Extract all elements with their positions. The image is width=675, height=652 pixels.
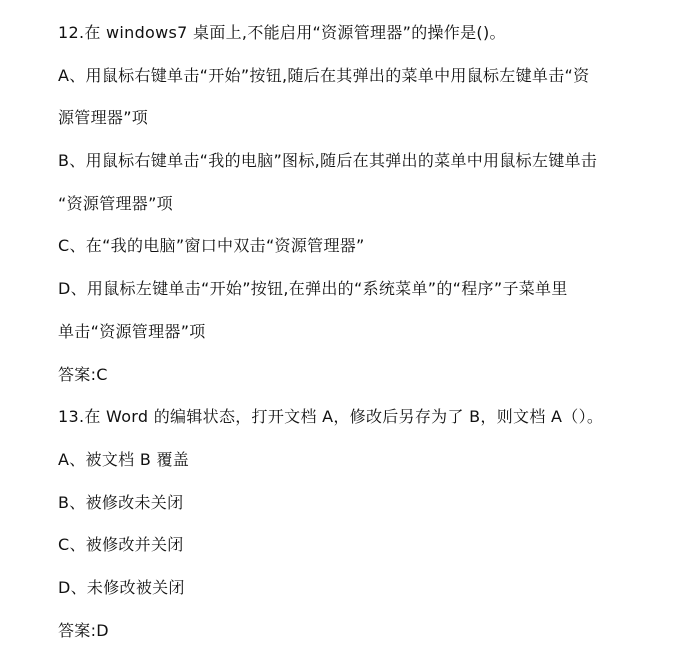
question-13-option-c: C、被修改并关闭 — [58, 535, 184, 555]
question-12-option-a-line1: A、用鼠标右键单击“开始”按钮,随后在其弹出的菜单中用鼠标左键单击“资 — [58, 65, 590, 85]
question-12-answer: 答案:C — [58, 364, 108, 384]
question-12-stem: 12.在 windows7 桌面上,不能启用“资源管理器”的操作是()。 — [58, 23, 506, 42]
document-body — [58, 12, 638, 652]
question-12-option-c: C、在“我的电脑”窗口中双击“资源管理器” — [58, 236, 365, 256]
question-13-answer: 答案:D — [58, 620, 109, 640]
question-13-option-a: A、被文档 B 覆盖 — [58, 449, 190, 469]
question-13-stem: 13.在 Word 的编辑状态，打开文档 A，修改后另存为了 B，则文档 A（）。 — [58, 407, 604, 427]
question-12-option-a-line2: 源管理器”项 — [58, 108, 149, 128]
question-12-option-b-line2: “资源管理器”项 — [58, 193, 173, 213]
question-12-option-d-line1: D、用鼠标左键单击“开始”按钮,在弹出的“系统菜单”的“程序”子菜单里 — [58, 279, 568, 299]
question-12-option-d-line2: 单击“资源管理器”项 — [58, 321, 206, 341]
question-13-option-b: B、被修改未关闭 — [58, 492, 184, 512]
question-13-option-d: D、未修改被关闭 — [58, 577, 185, 597]
question-12-option-b-line1: B、用鼠标右键单击“我的电脑”图标,随后在其弹出的菜单中用鼠标左键单击 — [58, 151, 598, 171]
